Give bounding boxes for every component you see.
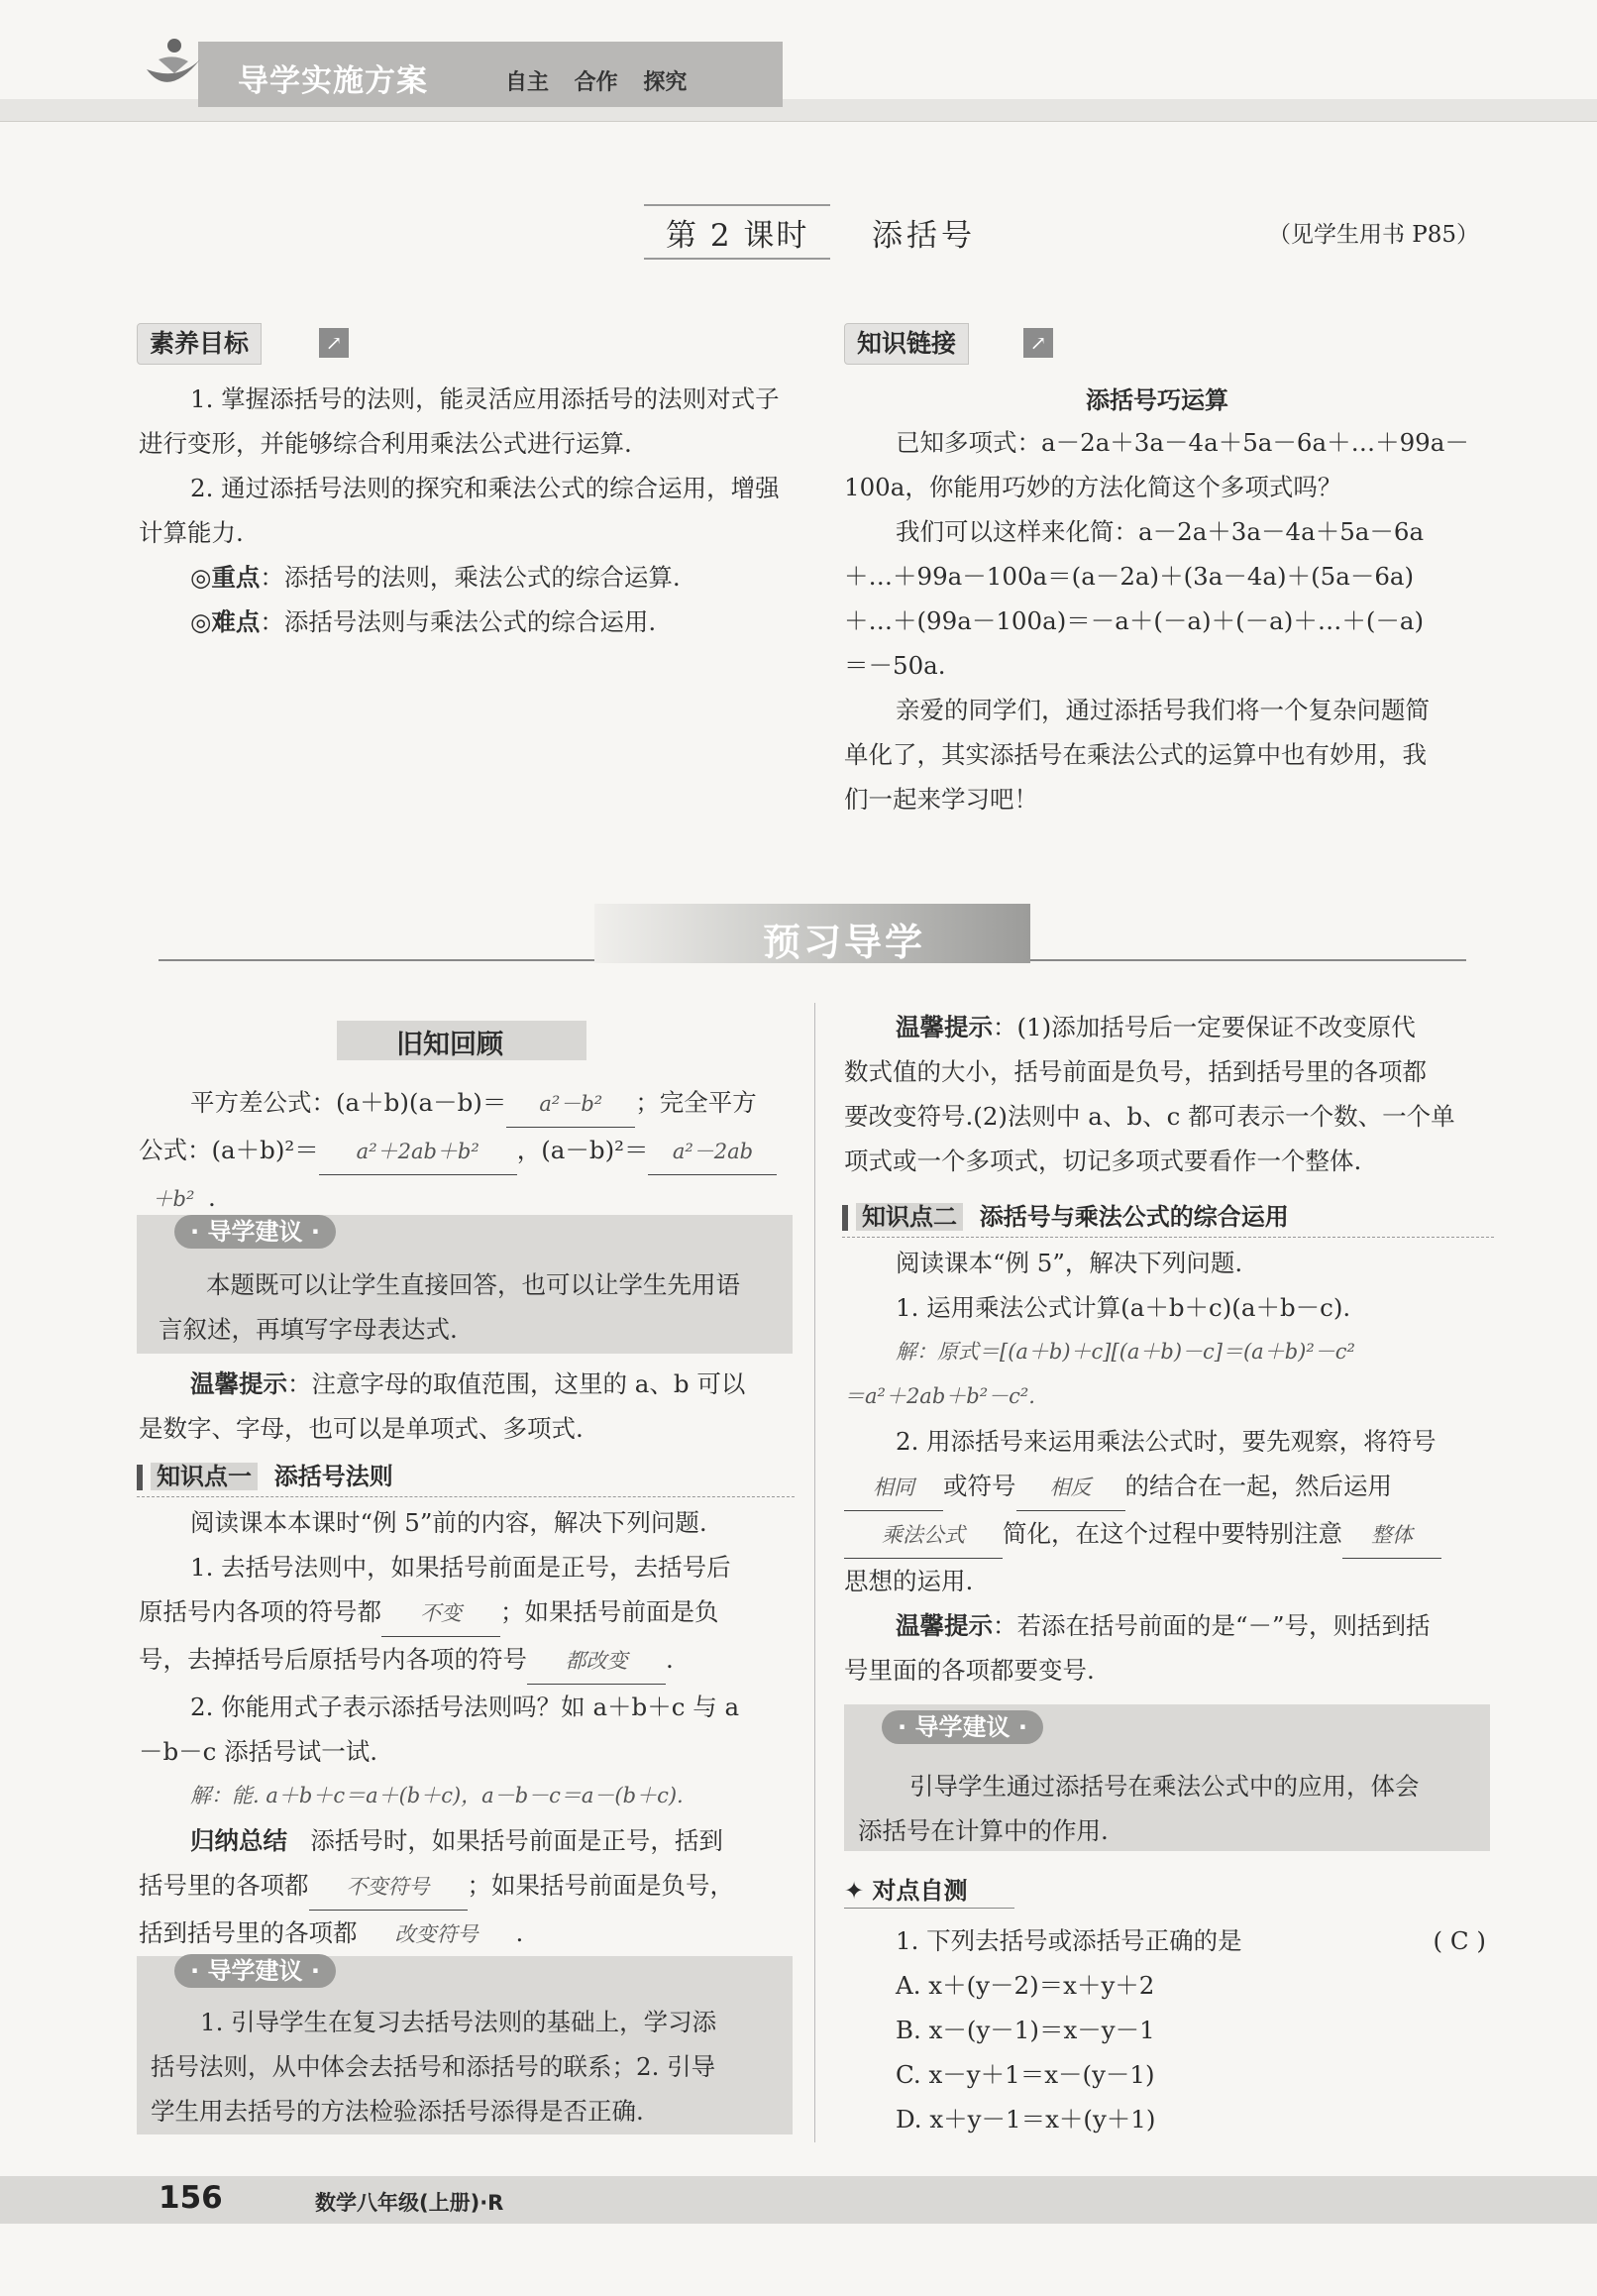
link-title: 添括号巧运算 <box>1086 386 1228 414</box>
leaf-logo-icon <box>139 30 208 99</box>
answer-blank: 不变符号 <box>309 1865 468 1911</box>
advice-line: 1. 引导学生在复习去括号法则的基础上，学习添 <box>200 2008 717 2036</box>
key-text: ：添括号的法则，乘法公式的综合运算. <box>260 563 681 592</box>
review-text-part: . <box>208 1183 216 1212</box>
review-text <box>139 1080 795 1223</box>
difficulty-text: ：添括号法则与乘法公式的综合运用. <box>260 607 657 636</box>
page-number: 156 <box>159 2180 223 2216</box>
knowledge-point-1 <box>137 1457 393 1491</box>
advice-label: · 导学建议 · <box>174 1215 336 1249</box>
summary-label: 归纳总结 <box>190 1826 287 1855</box>
solution-line: 解：能. a＋b＋c＝a＋(b＋c)，a－b－c＝a－(b＋c). <box>190 1784 684 1807</box>
kp-part: 括到括号里的各项都 <box>139 1918 358 1947</box>
tip-line: 要改变符号.(2)法则中 a、b、c 都可表示一个数、一个单 <box>844 1102 1455 1131</box>
link-line: ＋…＋(99a－100a)＝－a＋(－a)＋(－a)＋…＋(－a) <box>844 606 1425 635</box>
tip-line: 号里面的各项都要变号. <box>844 1656 1095 1685</box>
kp-part: . <box>666 1645 674 1674</box>
goal-item: 2. 通过添括号法则的探究和乘法公式的综合运用，增强计算能力. <box>139 474 780 547</box>
kp-line: 阅读课本“例 5”，解决下列问题. <box>896 1249 1243 1277</box>
option-c: C. x－y＋1＝x－(y－1) <box>896 2060 1155 2089</box>
answer-blank: 都改变 <box>527 1639 666 1685</box>
answer-blank: 相同 <box>844 1466 943 1511</box>
review-text-part: ；完全平方 <box>635 1088 757 1117</box>
kp-label: 知识点二 <box>856 1203 963 1231</box>
link-line: 已知多项式：a－2a＋3a－4a＋5a－6a＋…＋99a－ <box>896 428 1469 457</box>
tip2-text <box>844 1005 1498 1183</box>
key-label: ◎重点 <box>190 563 261 592</box>
tip-line: ：注意字母的取值范围，这里的 a、b 可以 <box>287 1369 746 1398</box>
link-line: ＋…＋99a－100a＝(a－2a)＋(3a－4a)＋(5a－6a) <box>844 562 1415 591</box>
link-line: 单化了，其实添括号在乘法公式的运算中也有妙用，我 <box>844 740 1427 769</box>
kp-part: 的结合在一起，然后运用 <box>1124 1472 1392 1500</box>
difficulty-label: ◎难点 <box>190 607 261 636</box>
kp-title: 添括号法则 <box>273 1463 393 1490</box>
kp-part: 添括号时，如果括号前面是正号，括到 <box>310 1826 723 1855</box>
kp-label: 知识点一 <box>151 1463 258 1490</box>
section-banner: 预习导学 <box>763 921 926 964</box>
answer-blank: 改变符号 <box>358 1913 516 1958</box>
review-text-part: ，(a－b)²＝ <box>516 1136 649 1164</box>
goal-item: 1. 掌握添括号的法则，能灵活应用添括号的法则对式子进行变形，并能够综合利用乘法公式进行运算. <box>139 384 780 458</box>
star-icon: ✦ <box>844 1877 873 1905</box>
kp-line: 2. 你能用式子表示添括号法则吗？如 a＋b＋c 与 a <box>190 1693 740 1721</box>
kp-line: 1. 运用乘法公式计算(a＋b＋c)(a＋b－c). <box>896 1293 1351 1322</box>
answer-blank: a²＋2ab＋b² <box>319 1130 517 1175</box>
kp-line: 2. 用添括号来运用乘法公式时，要先观察，将符号 <box>896 1427 1437 1456</box>
tip-line: 数式值的大小，括号前面是负号，括到括号里的各项都 <box>844 1057 1427 1086</box>
tip-text <box>139 1362 795 1451</box>
review-text-part: 平方差公式：(a＋b)(a－b)＝ <box>190 1088 507 1117</box>
selftest-label: 对点自测 <box>872 1877 968 1905</box>
tip-line: 项式或一个多项式，切记多项式要看作一个整体. <box>844 1147 1362 1175</box>
tip-label: 温馨提示 <box>896 1611 993 1640</box>
arrow-icon: ↗ <box>1023 328 1053 358</box>
lesson-topic: 添括号 <box>872 218 976 254</box>
footer-band <box>0 2176 1597 2224</box>
advice-text <box>159 1262 783 1352</box>
book-reference: （见学生用书 P85） <box>1268 222 1480 248</box>
kp-part: 括号里的各项都 <box>139 1871 309 1900</box>
review-title: 旧知回顾 <box>396 1030 503 1060</box>
advice-text <box>858 1764 1482 1853</box>
header-subtitle: 自主 合作 探究 <box>505 70 688 95</box>
answer-blank: 乘法公式 <box>844 1513 1003 1559</box>
link-line: 100a，你能用巧妙的方法化简这个多项式吗？ <box>844 473 1342 501</box>
kp-line: 思想的运用. <box>844 1567 974 1595</box>
kp2-text <box>844 1241 1498 1693</box>
kp-part: ；如果括号前面是负号， <box>467 1871 734 1900</box>
kp-title: 添括号与乘法公式的综合运用 <box>979 1203 1289 1231</box>
dash-rule <box>137 1496 795 1497</box>
kp-line: －b－c 添括号试一试. <box>139 1737 377 1766</box>
kp-line: 阅读课本本课时“例 5”前的内容，解决下列问题. <box>190 1508 707 1537</box>
review-text-part: 公式：(a＋b)²＝ <box>139 1136 319 1164</box>
solution-line: ＝a²＋2ab＋b²－c². <box>844 1384 1035 1408</box>
advice-label: · 导学建议 · <box>882 1710 1043 1744</box>
selftest-rule <box>844 1908 1014 1909</box>
knowledge-point-2 <box>842 1197 1289 1232</box>
kp-part: 简化，在这个过程中要特别注意 <box>1003 1519 1342 1548</box>
option-b: B. x－(y－1)＝x－y－1 <box>896 2016 1155 2044</box>
kp-part: . <box>515 1918 524 1947</box>
advice-line: 括号法则，从中体会去括号和添括号的联系；2. 引导 <box>151 2052 716 2081</box>
link-line: 们一起来学习吧！ <box>844 785 1038 814</box>
advice-line: 引导学生通过添括号在乘法公式中的应用，体会 <box>909 1772 1420 1801</box>
tip-line: ：(1)添加括号后一定要保证不改变原代 <box>993 1013 1416 1041</box>
tip-line: ：若添在括号前面的是“－”号，则括到括 <box>993 1611 1431 1640</box>
tip-label: 温馨提示 <box>896 1013 993 1041</box>
tip-label: 温馨提示 <box>190 1369 287 1398</box>
answer-blank: 整体 <box>1342 1513 1441 1559</box>
goals-tag: 素养目标 <box>137 323 262 365</box>
column-divider <box>814 1003 815 2142</box>
question-text: 1. 下列去括号或添括号正确的是 <box>896 1926 1242 1955</box>
answer-blank: 不变 <box>381 1591 500 1637</box>
kp-part: 或符号 <box>943 1472 1016 1500</box>
advice-line: 本题既可以让学生直接回答，也可以让学生先用语 <box>206 1270 740 1299</box>
kp-part: 号，去掉括号后原括号内各项的符号 <box>139 1645 527 1674</box>
lesson-number: 第 2 课时 <box>666 218 809 254</box>
kp-line: 1. 去括号法则中，如果括号前面是正号，去括号后 <box>190 1553 731 1582</box>
advice-line: 添括号在计算中的作用. <box>858 1816 1109 1845</box>
tip-line: 是数字、字母，也可以是单项式、多项式. <box>139 1414 584 1443</box>
answer-blank: a²－b² <box>506 1082 635 1128</box>
link-line: ＝－50a. <box>844 651 946 680</box>
selftest-tag <box>844 1871 967 1906</box>
dash-rule <box>842 1237 1494 1238</box>
goals-text <box>139 377 793 644</box>
book-title: 数学八年级(上册)·R <box>315 2191 504 2215</box>
link-line: 亲爱的同学们，通过添括号我们将一个复杂问题简 <box>896 696 1430 724</box>
arrow-icon: ↗ <box>319 328 349 358</box>
kp1-text <box>139 1500 795 1958</box>
header-title: 导学实施方案 <box>238 63 428 99</box>
advice-label: · 导学建议 · <box>174 1954 336 1988</box>
option-a: A. x＋(y－2)＝x＋y＋2 <box>896 1971 1155 2000</box>
answer-blank: a²－2ab <box>648 1130 777 1175</box>
kp-part: ；如果括号前面是负 <box>500 1597 719 1626</box>
kp-part: 原括号内各项的符号都 <box>139 1597 381 1626</box>
advice-line: 言叙述，再填写字母表达式. <box>159 1315 458 1344</box>
answer-blank: ＋b² <box>139 1177 208 1223</box>
answer-bracket: ( C ) <box>1433 1926 1486 1955</box>
solution-line: 解：原式＝[(a＋b)＋c][(a＋b)－c]＝(a＋b)²－c² <box>896 1340 1355 1364</box>
answer-blank: 相反 <box>1016 1466 1125 1511</box>
advice-line: 学生用去括号的方法检验添括号添得是否正确. <box>151 2097 644 2126</box>
option-d: D. x＋y－1＝x＋(y＋1) <box>896 2105 1156 2133</box>
link-tag: 知识链接 <box>844 323 969 365</box>
selftest-body <box>844 1918 1498 2141</box>
link-text <box>844 420 1498 821</box>
link-line: 我们可以这样来化简：a－2a＋3a－4a＋5a－6a <box>896 517 1425 546</box>
advice-text <box>151 2000 785 2133</box>
